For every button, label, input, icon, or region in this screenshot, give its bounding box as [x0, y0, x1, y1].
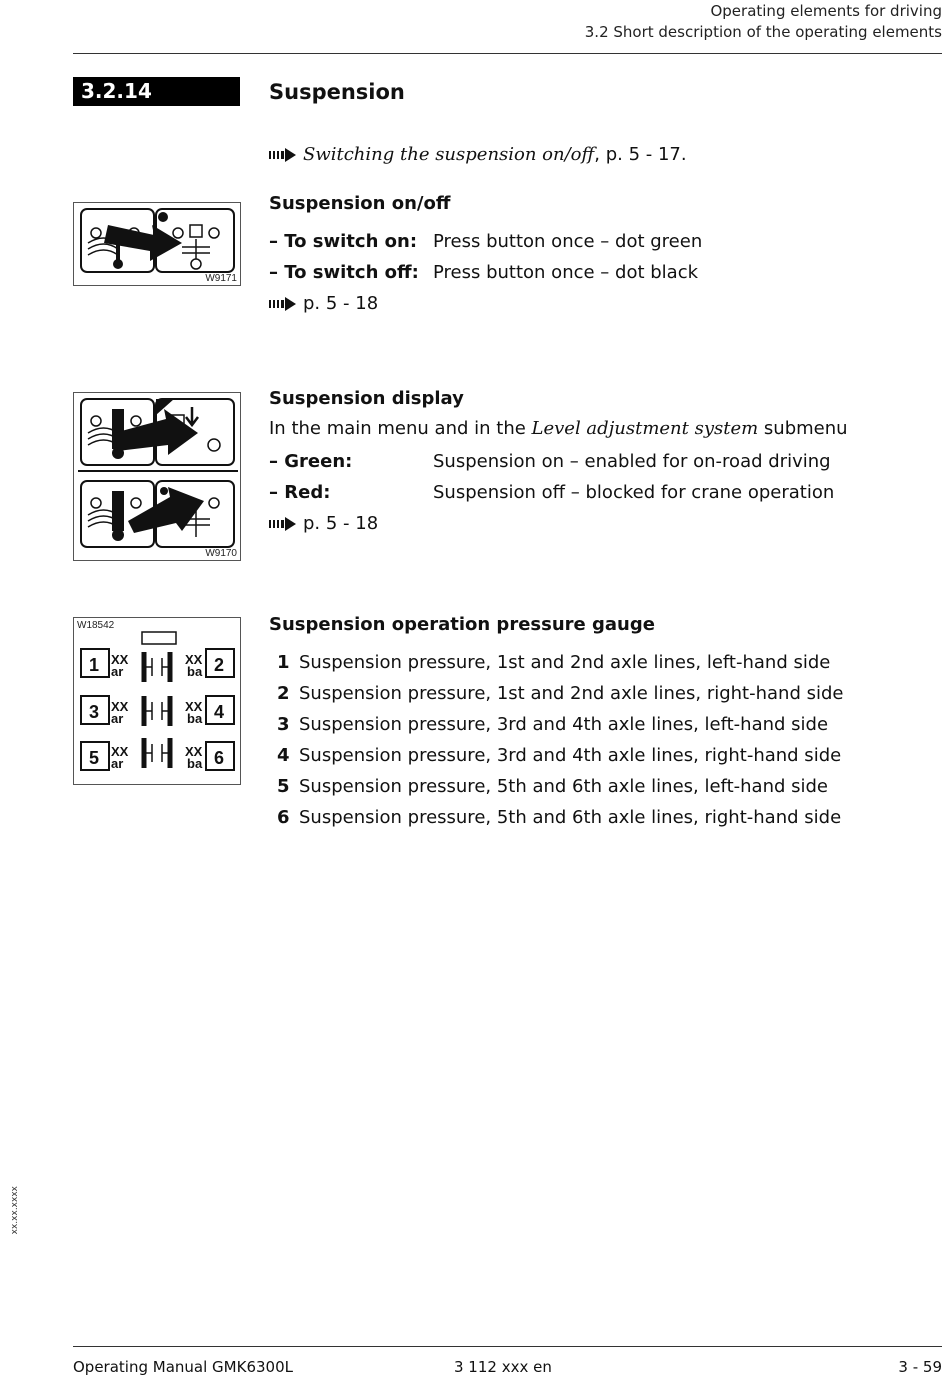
gauge-number-5: 5 — [89, 748, 100, 768]
gauge-number-4: 4 — [214, 702, 225, 722]
footer-rule — [73, 1346, 942, 1347]
header-chapter: Operating elements for driving — [710, 2, 942, 20]
switch-off-text: Press button once – dot black — [433, 262, 699, 283]
switch-on-text: Press button once – dot green — [433, 231, 703, 252]
list-item: 5 Suspension pressure, 5th and 6th axle lines, left-hand side — [277, 776, 829, 797]
header-subchapter: 3.2 Short description of the operating elements — [584, 23, 942, 41]
block1-reference[interactable] — [269, 292, 378, 318]
gauge-unit-5: ar — [111, 756, 124, 771]
arrow-reference-icon — [269, 294, 297, 318]
block2-reference[interactable] — [269, 512, 378, 538]
block1-reference-page: p. 5 - 18 — [303, 293, 379, 314]
footer-page-number: 3 - 59 — [898, 1358, 942, 1376]
switch-off-label: – To switch off: — [269, 262, 419, 283]
list-item: 3 Suspension pressure, 3rd and 4th axle lines, left-hand side — [277, 714, 829, 735]
figure-code-w9171: W9171 — [205, 273, 237, 284]
gauge-unit-2: ba — [187, 664, 203, 679]
gauge-value-6: XX — [185, 744, 203, 759]
suspension-display-intro — [269, 417, 848, 441]
gauge-number-2: 2 — [214, 655, 225, 675]
suspension-button-figure — [73, 202, 241, 286]
footer-manual-title: Operating Manual GMK6300L — [73, 1358, 293, 1376]
list-item: 4 Suspension pressure, 3rd and 4th axle lines, right-hand side — [277, 745, 842, 766]
intro-reference-page: , p. 5 - 17. — [594, 144, 687, 165]
footer-document-number: 3 112 xxx en — [454, 1358, 552, 1376]
list-item: 6 Suspension pressure, 5th and 6th axle lines, right-hand side — [277, 807, 842, 828]
gauge-number-6: 6 — [214, 748, 225, 768]
list-item: 1 Suspension pressure, 1st and 2nd axle lines, left-hand side — [277, 652, 831, 673]
green-text: Suspension on – enabled for on-road driving — [433, 451, 831, 472]
gauge-value-2: XX — [185, 652, 203, 667]
level-adjustment-submenu: Level adjustment system — [531, 418, 759, 439]
gauge-unit-4: ba — [187, 711, 203, 726]
gauge-number-1: 1 — [89, 655, 100, 675]
pressure-gauge-heading: Suspension operation pressure gauge — [269, 614, 655, 635]
block2-reference-page: p. 5 - 18 — [303, 513, 379, 534]
gauge-value-5: XX — [111, 744, 129, 759]
gauge-value-1: XX — [111, 652, 129, 667]
gauge-number-3: 3 — [89, 702, 100, 722]
gauge-axle-lines-icon — [144, 652, 170, 768]
arrow-reference-icon — [269, 145, 297, 169]
gauge-unit-1: ar — [111, 664, 124, 679]
gauge-value-4: XX — [185, 699, 203, 714]
suspension-onoff-heading: Suspension on/off — [269, 193, 451, 214]
figure-code-w9170: W9170 — [205, 548, 237, 559]
suspension-display-figure — [73, 392, 241, 561]
suspension-display-heading: Suspension display — [269, 388, 464, 409]
green-label: – Green: — [269, 451, 353, 472]
gauge-unit-6: ba — [187, 756, 203, 771]
intro-text-post: submenu — [758, 418, 848, 439]
section-number: 3.2.14 — [73, 77, 240, 106]
red-row — [269, 481, 834, 505]
gauge-value-3: XX — [111, 699, 129, 714]
document-side-code: xx.xx.xxxx — [10, 1186, 20, 1235]
red-text: Suspension off – blocked for crane operation — [433, 482, 835, 503]
arrow-reference-icon — [269, 514, 297, 538]
gauge-unit-3: ar — [111, 711, 124, 726]
switch-off-row — [269, 261, 698, 285]
intro-reference[interactable] — [269, 143, 687, 169]
switch-on-row — [269, 230, 702, 254]
intro-reference-title: Switching the suspension on/off — [303, 144, 595, 165]
list-item: 2 Suspension pressure, 1st and 2nd axle lines, right-hand side — [277, 683, 844, 704]
section-title: Suspension — [269, 80, 405, 104]
figure-code-w18542: W18542 — [77, 620, 115, 631]
green-row — [269, 450, 831, 474]
intro-text-pre: In the main menu and in the — [269, 418, 532, 439]
red-label: – Red: — [269, 482, 331, 503]
pressure-gauge-figure — [73, 617, 241, 785]
header-rule — [73, 53, 942, 54]
switch-on-label: – To switch on: — [269, 231, 418, 252]
